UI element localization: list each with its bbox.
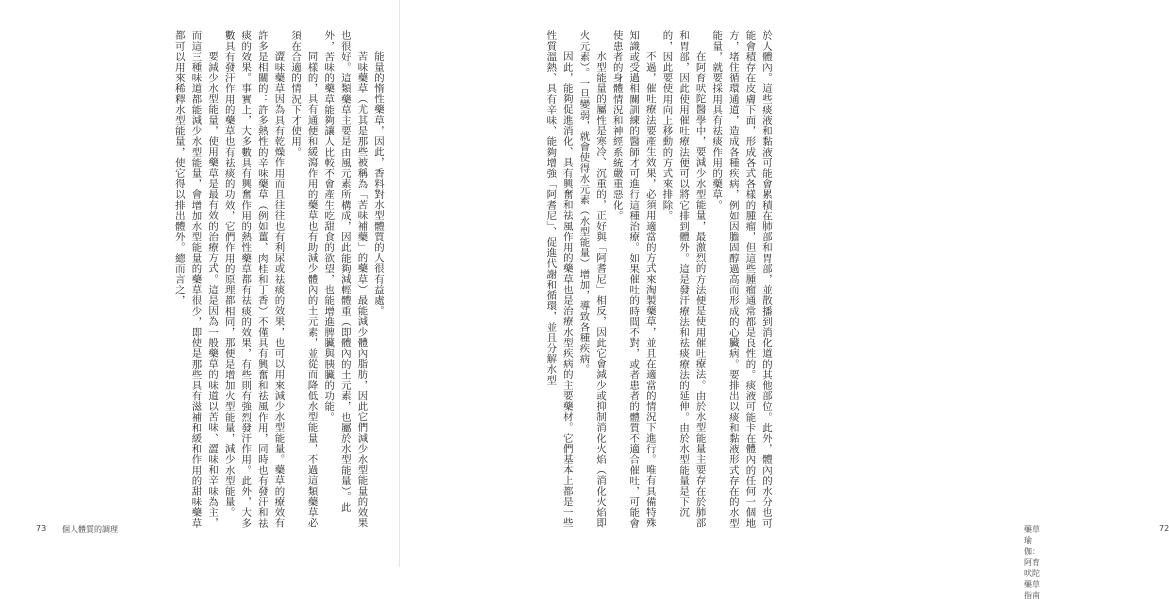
left-paragraph-5: 要減少水型能量，使用藥草是最有效的治療方式。這是因為一般藥草的味道以苦味、澀味和辛味為主，而這三種味道都能減少水型能量，會增加水型能量的藥草很少，即使是那些具有滋補和緩和作用的甜味藥草都可以用來稀釋水型能量，使它得以排出體外。總而言之， — [172, 30, 219, 529]
right-page-number: 72 — [1159, 524, 1169, 533]
right-running-title: 藥草瑜伽：阿育吠陀藥草指南 — [1024, 525, 1040, 600]
left-paragraph-4: 澀味藥草因為具有乾燥作用而且往往也有利尿或祛痰的效果，也可以用來減少水型能量。藥草的療效有許多是相關的：許多熱性的辛味藥草（例如薑、肉桂和丁香）不僅具有興奮和祛風作用，同時也有發汗和祛痰的效果。事實上，大多數具有興奮作用的熱性藥草都有祛痰的效果，有些則有強烈發汗作用。此外，大多數具有發汗作用的藥草也有祛痰的功效，它們作用的原理都相同，那便是增加火型能量，減少水型能量。 — [222, 30, 285, 529]
left-page-number: 73 — [36, 524, 47, 533]
left-page — [0, 0, 399, 567]
right-paragraph-4: 水型能量的屬性是寒冷、沉重的，正好與「阿耆尼」相反，因此它會減少或抑制消化火焰（消化火焰即火元素）。一旦變弱，就會使得水元素（水型能量）增加，導致各種疾病。 — [577, 30, 607, 528]
right-paragraph-1: 於人體內。這些痰液和黏液可能會累積在肺部和胃部，並散播到消化道的其他部位。此外，體內的水分也可能會積存在皮膚下面，形成各式各樣的腫瘤，但這些腫瘤通常都是良性的。痰液可能卡在體內的任何一個地方，堵住循環通道，造成各種疾病，例如因膽固醇過高而形成的心臟病。要排出以痰和黏液形式存在的水型能量，就要採用具有祛痰作用的藥草。 — [710, 30, 772, 529]
left-paragraph-2: 苦味藥草（尤其是那些被稱為「苦味補藥」的藥草）最能減少體內脂肪，因此它們減少水型能量的效果也很好。這類藥草主要是由風元素所構成，因此能夠減輕體重（即體內的土元素，也屬於水型能量）。此外，苦味的藥草能夠讓人比較不會產生吃甜食的欲望，也能增進脾臟與胰臟的功能。 — [322, 30, 368, 528]
left-paragraph-1: 能量的惰性藥草，因此，香料對水型體質的人很有益處。 — [372, 50, 384, 316]
right-paragraph-3: 不過，催吐療法要產生效果，必須用適當的方式來淘製藥草，並且在適當的情況下進行。唯有具備特殊知識或受過相關訓練的醫師才可進行這種治療。如果催吐的時間不對，或者患者的體質不適合催吐，可能會使患者的身體情況和神經系統嚴重惡化。 — [610, 30, 656, 529]
right-paragraph-2: 在阿育吠陀醫學中，要減少水型能量，最激烈的方法便是使用催吐療法。由於水型能量主要存在於肺部和胃部，因此使用催吐療法便可以將它排到體外。這是發汗療法和祛痰療法的延伸。由於水型能量是下沉的，因此要使用向上移動的方式來排除。 — [660, 30, 706, 528]
right-paragraph-5: 因此，能夠促進消化、具有興奮和祛風作用的藥草也是治療水型疾病的主要藥材。它們基本上都是一些性質溫熱、具有辛味、能夠增強「阿耆尼」、促進代謝和循環，並且分解水型 — [544, 30, 573, 528]
right-page-body — [452, 30, 774, 530]
left-paragraph-3: 同樣的，具有通便和緩瀉作用的藥草也有助減少體內的土元素，並從而降低水型能量，不過這類藥草必須在合適的情況下才使用。 — [289, 30, 318, 528]
left-running-title: 個人體質的調理 — [62, 525, 118, 534]
left-page-body — [56, 30, 386, 530]
